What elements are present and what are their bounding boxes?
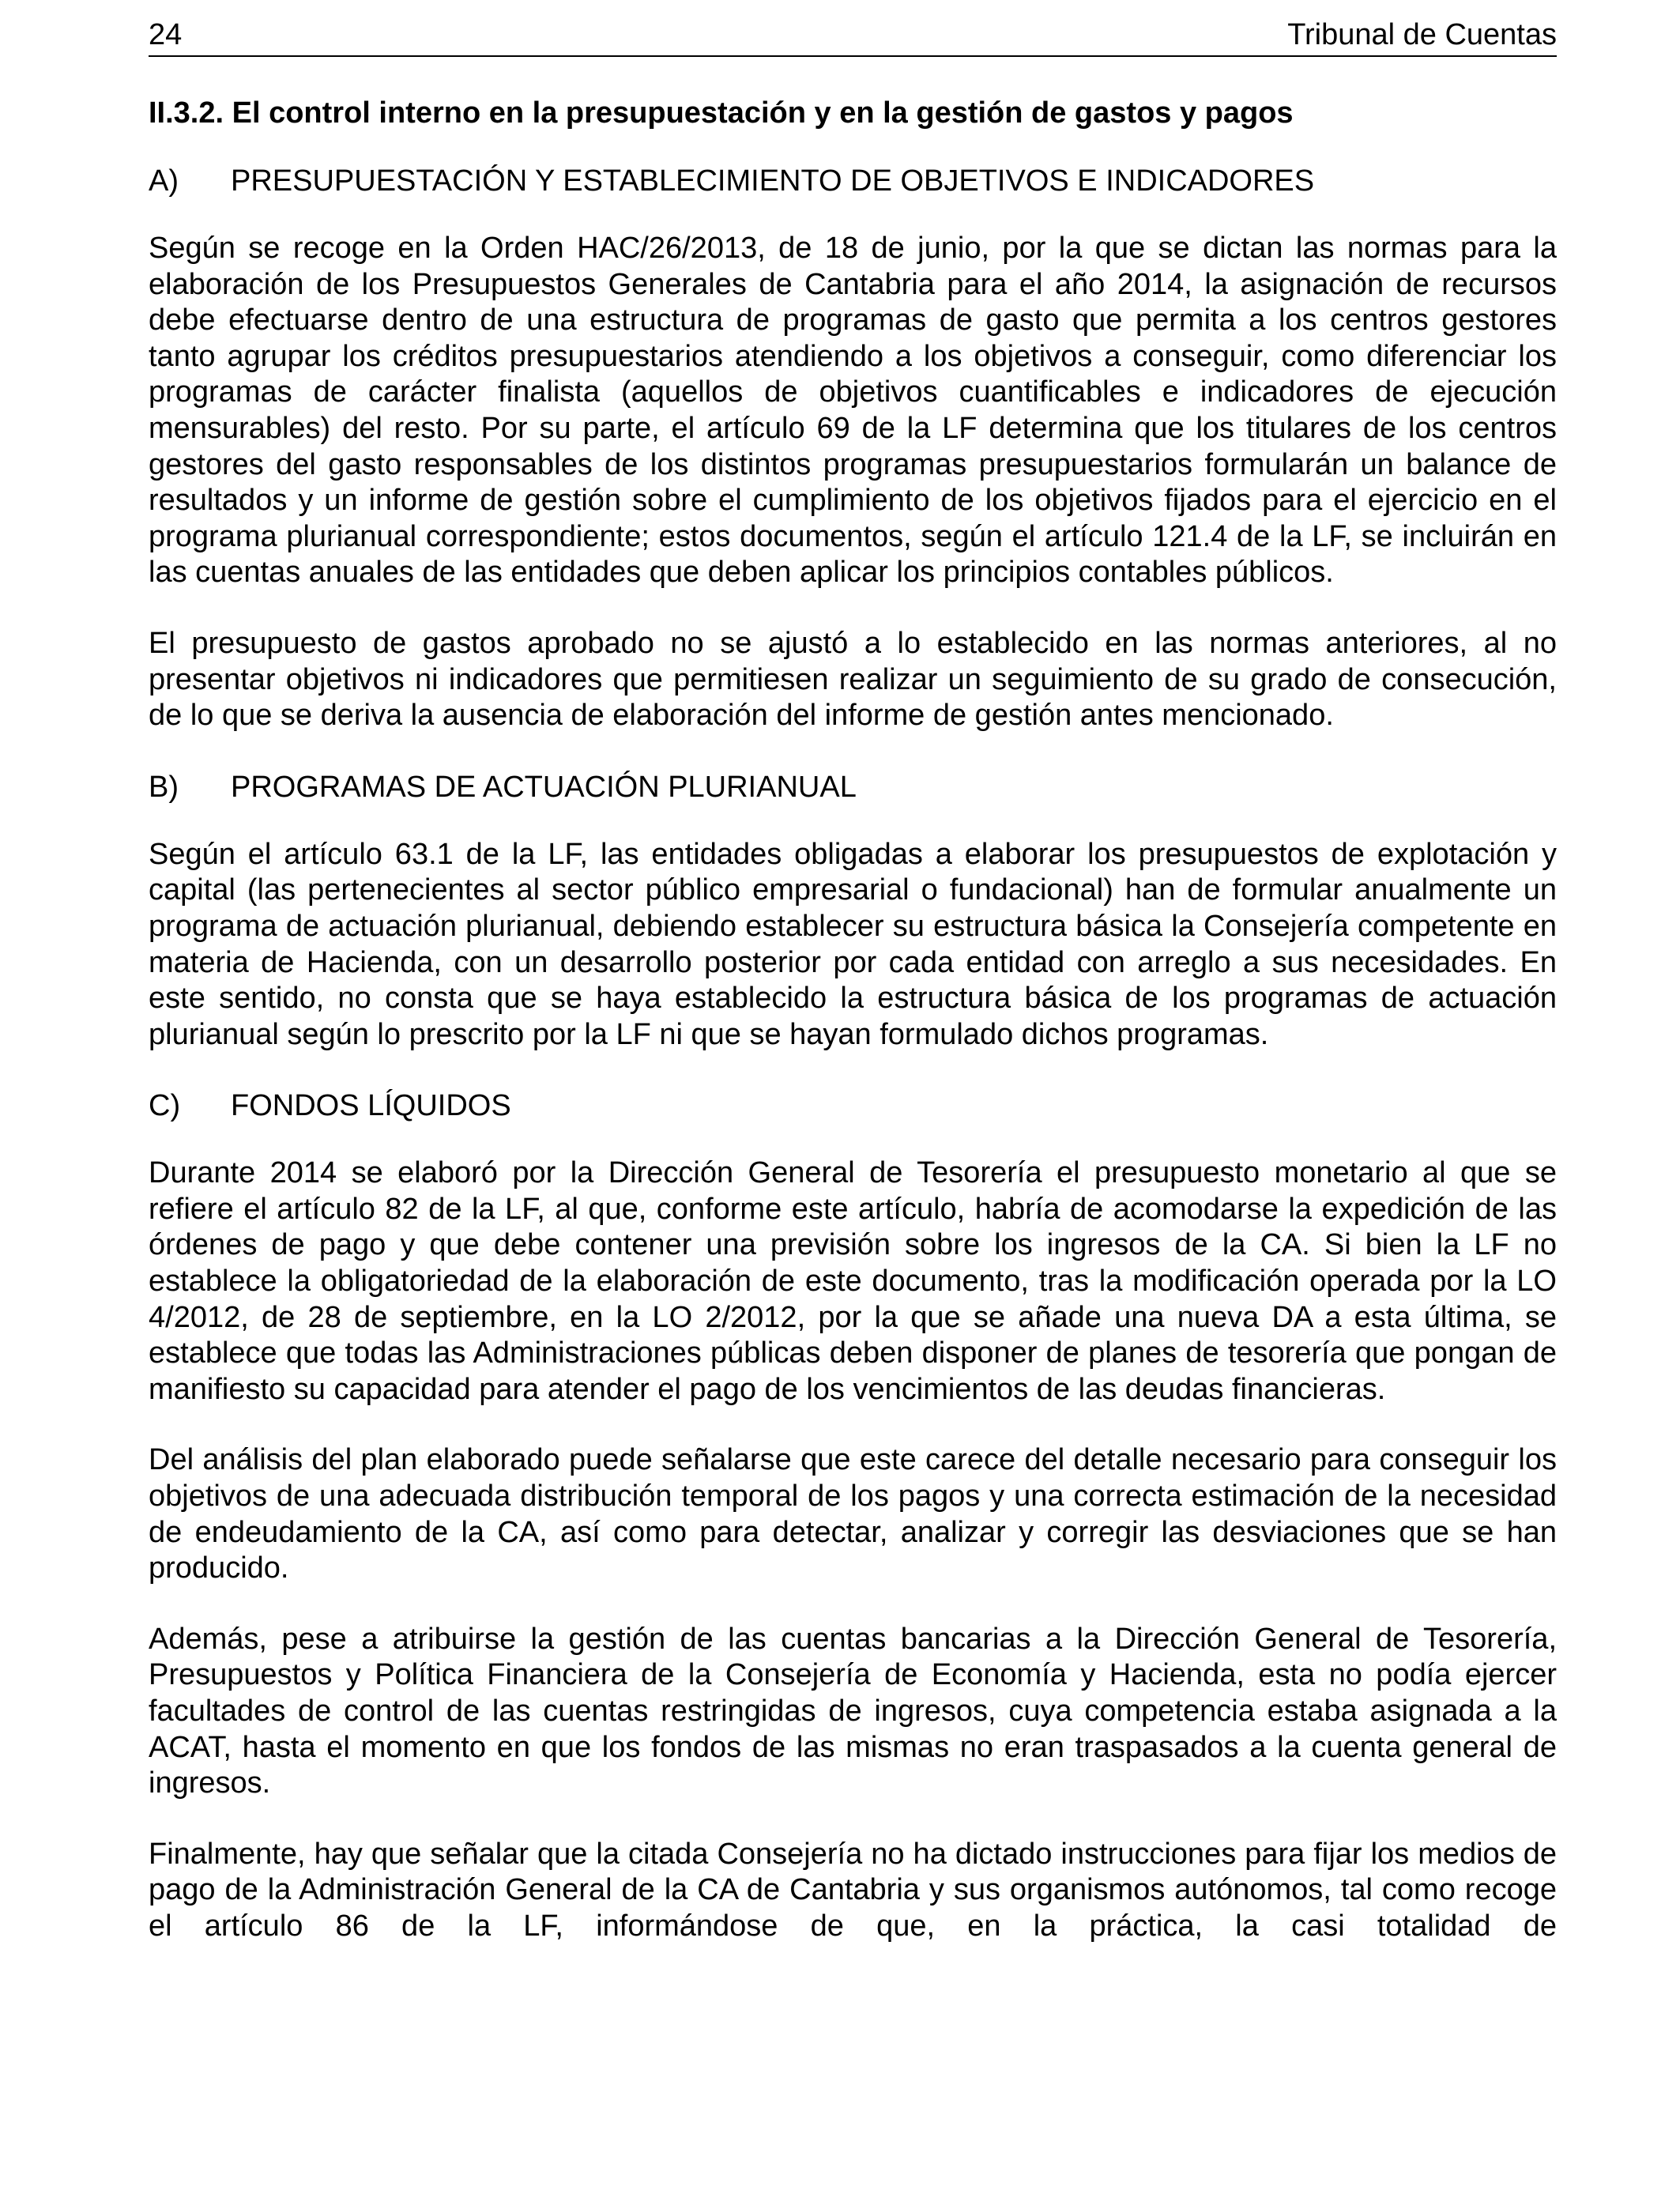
section-title: II.3.2. El control interno en la presupuestación y en la gestión de gastos y pagos — [149, 96, 1294, 130]
subsection-letter: A) — [149, 164, 179, 198]
document-body — [149, 95, 1557, 1945]
subsection-title: FONDOS LÍQUIDOS — [231, 1089, 511, 1123]
paragraph: Finalmente, hay que señalar que la citada Consejería no ha dictado instrucciones para fijar los medios de pago de la Administración General de la CA de Cantabria y sus organismos autónomos, tal como recoge el artículo 86 de la LF, informándose de que, en la práctica, la casi totalidad de — [149, 1837, 1557, 1943]
paragraph: Durante 2014 se elaboró por la Dirección General de Tesorería el presupuesto monetario al que se refiere el artículo 82 de la LF, al que, conforme este artículo, habría de acomodarse la expedición de las órdenes de pago y que debe contener una previsión sobre los ingresos de la CA. Si bien la LF no establece la obligatoriedad de la elaboración de este documento, tras la modificación operada por la LO 4/2012, de 28 de septiembre, en la LO 2/2012, por la que se añade una nueva DA a esta última, se establece que todas las Administraciones públicas deben disponer de planes de tesorería que pongan de manifiesto su capacidad para atender el pago de los vencimientos de las deudas financieras. — [149, 1156, 1557, 1406]
paragraph: Del análisis del plan elaborado puede señalarse que este carece del detalle necesario para conseguir los objetivos de una adecuada distribución temporal de los pagos y una correcta estimación de la necesidad de endeudamiento de la CA, así como para detectar, analizar y corregir las desviaciones que se han producido. — [149, 1443, 1557, 1585]
paragraph: Según el artículo 63.1 de la LF, las entidades obligadas a elaborar los presupuestos de explotación y capital (las pertenecientes al sector público empresarial o fundacional) han de formular anualmente un programa de actuación plurianual, debiendo establecer su estructura básica la Consejería competente en materia de Hacienda, con un desarrollo posterior por cada entidad con arreglo a sus necesidades. En este sentido, no consta que se haya establecido la estructura básica de los programas de actuación plurianual según lo prescrito por la LF ni que se hayan formulado dichos programas. — [149, 837, 1557, 1051]
paragraph: El presupuesto de gastos aprobado no se ajustó a lo establecido en las normas anteriores, al no presentar objetivos ni indicadores que permitiesen realizar un seguimiento de su grado de consecución, de lo que se deriva la ausencia de elaboración del informe de gestión antes mencionado. — [149, 626, 1557, 733]
subsection-letter: C) — [149, 1089, 181, 1123]
paragraph: Según se recoge en la Orden HAC/26/2013, de 18 de junio, por la que se dictan las normas para la elaboración de los Presupuestos Generales de Cantabria para el año 2014, la asignación de recursos debe efectuarse dentro de una estructura de programas de gasto que permita a los centros gestores tanto agrupar los créditos presupuestarios atendiendo a los objetivos a conseguir, como diferenciar los programas de carácter finalista (aquellos de objetivos cuantificables e indicadores de ejecución mensurables) del resto. Por su parte, el artículo 69 de la LF determina que los titulares de los centros gestores del gasto responsables de los distintos programas presupuestarios formularán un balance de resultados y un informe de gestión sobre el cumplimiento de los objetivos fijados para el ejercicio en el programa plurianual correspondiente; estos documentos, según el artículo 121.4 de la LF, se incluirán en las cuentas anuales de las entidades que deben aplicar los principios contables públicos. — [149, 232, 1557, 590]
paragraph: Además, pese a atribuirse la gestión de las cuentas bancarias a la Dirección General de Tesorería, Presupuestos y Política Financiera de la Consejería de Economía y Hacienda, esta no podía ejercer facultades de control de las cuentas restringidas de ingresos, cuya competencia estaba asignada a la ACAT, hasta el momento en que los fondos de las mismas no eran traspasados a la cuenta general de ingresos. — [149, 1622, 1557, 1800]
running-title: Tribunal de Cuentas — [1287, 18, 1557, 51]
subsection-title: PROGRAMAS DE ACTUACIÓN PLURIANUAL — [231, 770, 857, 804]
subsection-letter: B) — [149, 770, 179, 804]
subsection-heading-c — [149, 1088, 1557, 1124]
subsection-heading-b — [149, 769, 1557, 805]
page-number: 24 — [149, 18, 183, 51]
subsection-title: PRESUPUESTACIÓN Y ESTABLECIMIENTO DE OBJETIVOS E INDICADORES — [231, 164, 1315, 198]
subsection-heading-a — [149, 163, 1557, 199]
page-header — [149, 17, 1557, 57]
